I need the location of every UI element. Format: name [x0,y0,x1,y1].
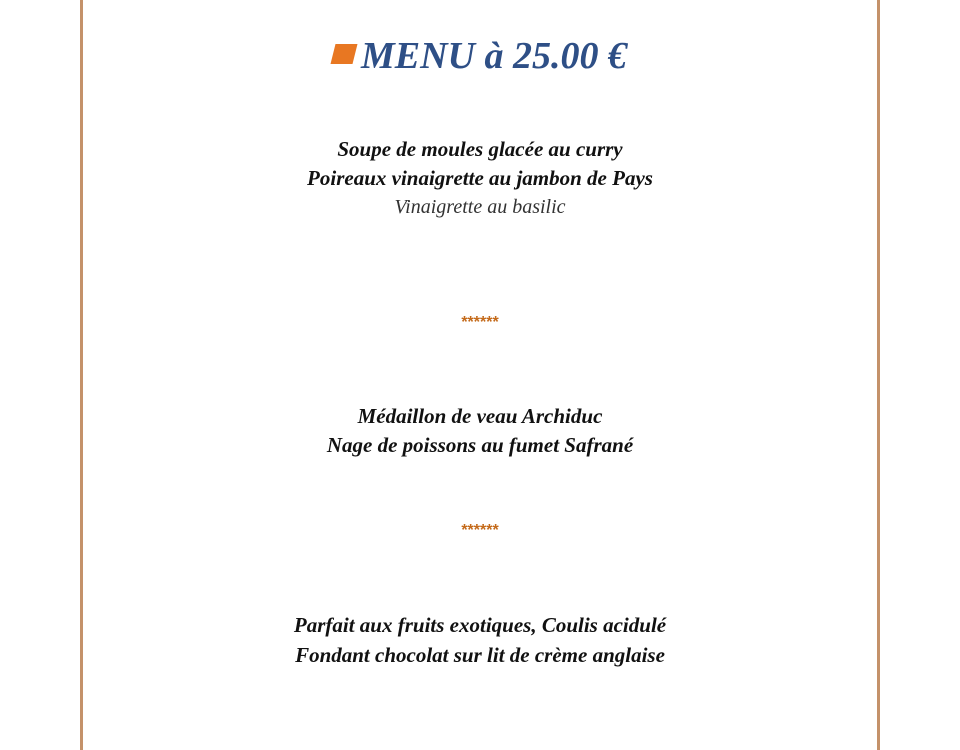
starter-item-1: Soupe de moules glacée au curry [337,137,623,161]
dessert-item-2: Fondant chocolat sur lit de crème anglaise [295,643,665,667]
menu-header [0,34,960,78]
starter-item-2: Poireaux vinaigrette au jambon de Pays [307,166,653,190]
main-item-2: Nage de poissons au fumet Safrané [326,433,634,457]
separator-2: ****** [461,522,499,539]
dessert-item-1: Parfait aux fruits exotiques, Coulis acidulé [293,613,667,637]
starter-item-2-note: Vinaigrette au basilic [394,196,566,218]
menu-title: MENU à 25.00 € [360,35,628,77]
main-item-1: Médaillon de veau Archiduc [357,404,603,428]
orange-square-bullet-icon [330,44,357,64]
separator-1: ****** [461,314,499,331]
